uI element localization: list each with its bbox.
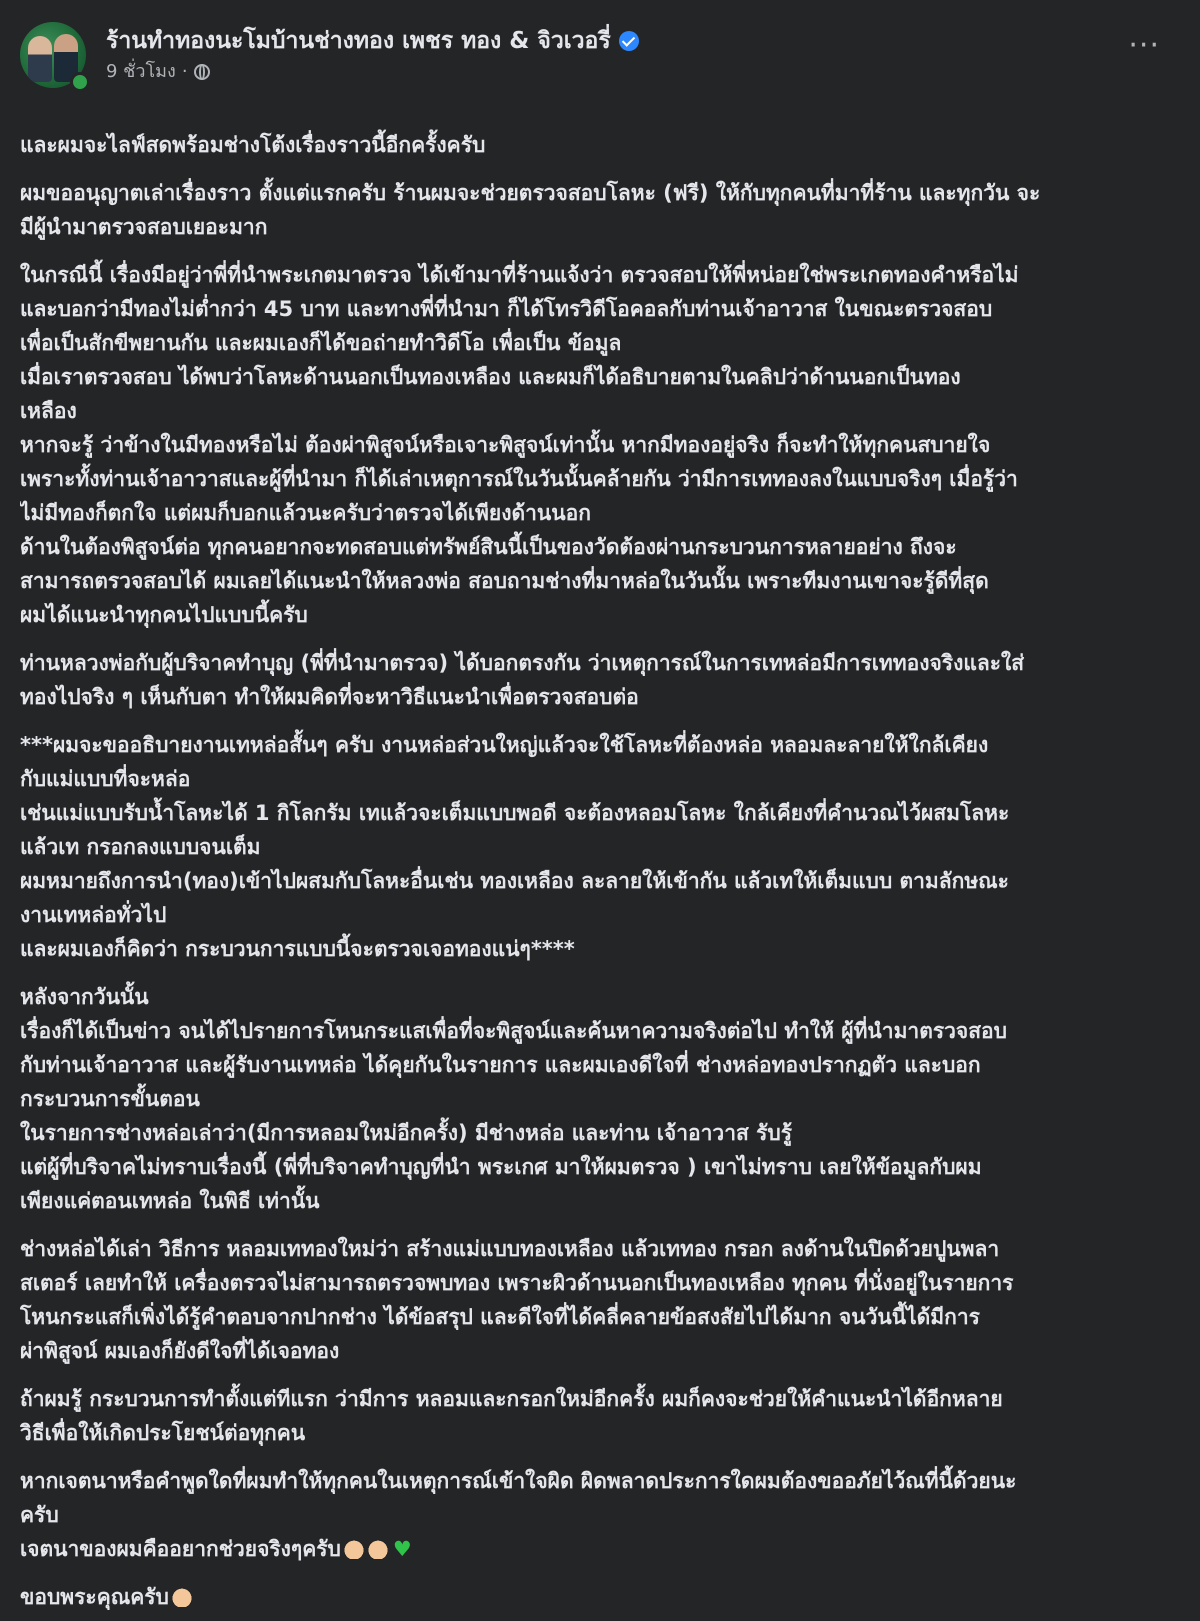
post-text-line (20, 1498, 1190, 1532)
post-text: ด้านในต้องพิสูจน์ต่อ ทุกคนอยากจะทดสอบแต่ทรัพย์สินนี้เป็นของวัดต้องผ่านกระบวนการหลายอย่าง ถึงจะ (20, 535, 957, 559)
green-heart-emoji-icon: ♥ (392, 1537, 412, 1561)
globe-icon[interactable] (194, 64, 210, 80)
verified-badge-icon (619, 31, 639, 51)
post-text: ช่างหล่อได้เล่า วิธีการ หลอมเททองใหม่ว่า สร้างแม่แบบทองเหลือง แล้วเททอง กรอก ลงด้านในปิดด้วยปูนพลา (20, 1237, 1000, 1261)
post-text-line (20, 1150, 1190, 1184)
post-text: สเตอร์ เลยทำให้ เครื่องตรวจไม่สามารถตรวจพบทอง เพราะผิวด้านนอกเป็นทองเหลือง ทุกคน ที่นั่งอยู่ในรายการ (20, 1271, 1014, 1295)
post-text: ขอบพระคุณครับ (20, 1585, 169, 1609)
post-text-line (20, 128, 1190, 162)
post-text: เจตนาของผมคืออยากช่วยจริงๆครับ (20, 1537, 341, 1561)
post-text-line (20, 428, 1190, 462)
post-text-line (20, 1464, 1190, 1498)
post-text: ***ผมจะขออธิบายงานเทหล่อสั้นๆ ครับ งานหล่อส่วนใหญ่แล้วจะใช้โลหะที่ต้องหล่อ หลอมละลายให้ใกล้เคียง (20, 733, 989, 757)
post-text-line (20, 1184, 1190, 1218)
post-text: กับแม่แบบที่จะหล่อ (20, 767, 191, 791)
post-text: หลังจากวันนั้น (20, 985, 149, 1009)
post-text-line (20, 1116, 1190, 1150)
post-text: ผมขออนุญาตเล่าเรื่องราว ตั้งแต่แรกครับ ร้านผมจะช่วยตรวจสอบโลหะ (ฟรี) ให้กับทุกคนที่มาที่ร้าน และทุกวัน จะ (20, 181, 1041, 205)
post-text-line (20, 1300, 1190, 1334)
post-text-line (20, 728, 1190, 762)
page-avatar-wrapper[interactable] (20, 22, 90, 92)
post-text: และบอกว่ามีทองไม่ต่ำกว่า 45 บาท และทางพี่ที่นำมา ก็ได้โทรวิดีโอคอลกับท่านเจ้าอาวาส ในขณะตรวจสอบ (20, 297, 993, 321)
post-text-line (20, 1232, 1190, 1266)
post-text-line (20, 1382, 1190, 1416)
post-text: เพียงแค่ตอนเทหล่อ ในพิธี เท่านั้น (20, 1189, 320, 1213)
post-text-line (20, 176, 1190, 210)
post-text: กระบวนการขั้นตอน (20, 1087, 200, 1111)
post-text-line (20, 1266, 1190, 1300)
post-body (20, 128, 1190, 1614)
post-text: งานเทหล่อทั่วไป (20, 903, 167, 927)
folded-hands-emoji-icon (171, 1585, 193, 1607)
post-text: ท่านหลวงพ่อกับผู้บริจาคทำบุญ (พี่ที่นำมาตรวจ) ได้บอกตรงกัน ว่าเหตุการณ์ในการเทหล่อมีการเททองจริงและใส่ (20, 651, 1025, 675)
post-text: ในรายการช่างหล่อเล่าว่า(มีการหลอมใหม่อีกครั้ง) มีช่างหล่อ และท่าน เจ้าอาวาส รับรู้ (20, 1121, 793, 1145)
post-text-line (20, 326, 1190, 360)
post-paragraph (20, 1580, 1190, 1614)
post-paragraph (20, 646, 1190, 714)
post-paragraph (20, 1232, 1190, 1368)
post-text: เช่นแม่แบบรับน้ำโลหะได้ 1 กิโลกรัม เทแล้วจะเต็มแบบพอดี จะต้องหลอมโลหะ ใกล้เคียงที่คำนวณไว้ผสมโลหะ (20, 801, 1010, 825)
page-name-link[interactable]: ร้านทำทองนะโมบ้านช่างทอง เพชร ทอง & จิวเวอรี่ (106, 28, 611, 54)
post-text-line (20, 210, 1190, 244)
post-text: ทองไปจริง ๆ เห็นกับตา ทำให้ผมคิดที่จะหาวิธีแนะนำเพื่อตรวจสอบต่อ (20, 685, 639, 709)
post-meta (106, 22, 639, 84)
post-paragraph (20, 1464, 1190, 1566)
post-text-line (20, 864, 1190, 898)
post-text-line (20, 830, 1190, 864)
post-text: ครับ (20, 1503, 59, 1527)
post-text: หากเจตนาหรือคำพูดใดที่ผมทำให้ทุกคนในเหตุการณ์เข้าใจผิด ผิดพลาดประการใดผมต้องขออภัยไว้ณที่นี้ด้วยนะ (20, 1469, 1017, 1493)
post-text-line (20, 1580, 1190, 1614)
post-text-line (20, 796, 1190, 830)
post-text: เพราะทั้งท่านเจ้าอาวาสและผู้ที่นำมา ก็ได้เล่าเหตุการณ์ในวันนั้นคล้ายกัน ว่ามีการเททองลงในแบบจริงๆ เมื่อรู้ว่า (20, 467, 1018, 491)
post-subinfo (106, 60, 639, 84)
post-text: หากจะรู้ ว่าข้างในมีทองหรือไม่ ต้องผ่าพิสูจน์หรือเจาะพิสูจน์เท่านั้น หากมีทองอยู่จริง ก็จะทำให้ทุกคนสบายใจ (20, 433, 991, 457)
post-text: มีผู้นำมาตรวจสอบเยอะมาก (20, 215, 268, 239)
post-text-line (20, 1048, 1190, 1082)
post-text: วิธีเพื่อให้เกิดประโยชน์ต่อทุกคน (20, 1421, 306, 1445)
post-text-line (20, 1532, 1190, 1566)
post-text: เหลือง (20, 399, 77, 423)
post-text-line (20, 980, 1190, 1014)
post-paragraph (20, 980, 1190, 1218)
post-paragraph (20, 176, 1190, 244)
post-text-line (20, 680, 1190, 714)
post-text-line (20, 898, 1190, 932)
post-text-line (20, 360, 1190, 394)
page-name-row (106, 26, 639, 56)
post-text: โหนกระแสก็เพิ่งได้รู้คำตอบจากปากช่าง ได้ข้อสรุป และดีใจที่ได้คลี่คลายข้อสงสัยไปได้มาก จนวันนี้ได้มีการ (20, 1305, 980, 1329)
post-text: เรื่องก็ได้เป็นข่าว จนได้ไปรายการโหนกระแสเพื่อที่จะพิสูจน์และค้นหาความจริงต่อไป ทำให้ ผู้ที่นำมาตรวจสอบ (20, 1019, 1007, 1043)
post-text: สามารถตรวจสอบได้ ผมเลยได้แนะนำให้หลวงพ่อ สอบถามช่างที่มาหล่อในวันนั้น เพราะทีมงานเขาจะรู้ดีที่สุด (20, 569, 989, 593)
post-text: เมื่อเราตรวจสอบ ได้พบว่าโลหะด้านนอกเป็นทองเหลือง และผมก็ได้อธิบายตามในคลิปว่าด้านนอกเป็นทอง (20, 365, 961, 389)
post-paragraph (20, 728, 1190, 966)
post-text-line (20, 762, 1190, 796)
post-text: ถ้าผมรู้ กระบวนการทำตั้งแต่ทีแรก ว่ามีการ หลอมและกรอกใหม่อีกครั้ง ผมก็คงจะช่วยให้คำแนะนำได้อีกหลาย (20, 1387, 1003, 1411)
post-text: และผมเองก็คิดว่า กระบวนการแบบนี้จะตรวจเจอทองแน่ๆ**** (20, 937, 575, 961)
post-text: ในกรณีนี้ เรื่องมีอยู่ว่าพี่ที่นำพระเกตมาตรวจ ได้เข้ามาที่ร้านแจ้งว่า ตรวจสอบให้พี่หน่อยใช่พระเกตทองคำหรือไม่ (20, 263, 1019, 287)
post-text-line (20, 394, 1190, 428)
post-timestamp[interactable]: 9 ชั่วโมง (106, 61, 176, 82)
post-text: กับท่านเจ้าอาวาส และผู้รับงานเทหล่อ ได้คุยกันในรายการ และผมเองดีใจที่ ช่างหล่อทองปรากฏตัว และบอก (20, 1053, 981, 1077)
post-text-line (20, 564, 1190, 598)
post-paragraph (20, 128, 1190, 162)
avatar-person-left (28, 36, 52, 82)
folded-hands-emoji-icon (343, 1537, 365, 1559)
post-text-line (20, 932, 1190, 966)
post-text: เพื่อเป็นสักขีพยานกัน และผมเองก็ได้ขอถ่ายทำวิดีโอ เพื่อเป็น ข้อมูล (20, 331, 622, 355)
separator-dot: · (181, 61, 188, 82)
post-text-line (20, 646, 1190, 680)
online-status-indicator (70, 72, 90, 92)
post-text-line (20, 1416, 1190, 1450)
post-text-line (20, 598, 1190, 632)
post-text-line (20, 496, 1190, 530)
post-text: ผ่าพิสูจน์ ผมเองก็ยังดีใจที่ได้เจอทอง (20, 1339, 340, 1363)
post-paragraph (20, 1382, 1190, 1450)
post-text: ผมหมายถึงการนำ(ทอง)เข้าไปผสมกับโลหะอื่นเช่น ทองเหลือง ละลายให้เข้ากัน แล้วเทให้เต็มแบบ ตามลักษณะ (20, 869, 1009, 893)
post-text: และผมจะไลฟ์สดพร้อมช่างโต้งเรื่องราวนี้อีกครั้งครับ (20, 133, 486, 157)
post-text-line (20, 530, 1190, 564)
post-text: ไม่มีทองก็ตกใจ แต่ผมก็บอกแล้วนะครับว่าตรวจได้เพียงด้านนอก (20, 501, 591, 525)
post-text: แต่ผู้ที่บริจาคไม่ทราบเรื่องนี้ (พี่ที่บริจาคทำบุญที่นำ พระเกศ มาให้ผมตรวจ ) เขาไม่ทราบ เลยให้ข้อมูลกับผม (20, 1155, 982, 1179)
post-paragraph (20, 258, 1190, 632)
post-text-line (20, 1334, 1190, 1368)
post-header (20, 22, 1180, 100)
folded-hands-emoji-icon (367, 1537, 389, 1559)
post-text-line (20, 258, 1190, 292)
post-text-line (20, 1014, 1190, 1048)
post-text: แล้วเท กรอกลงแบบจนเต็ม (20, 835, 261, 859)
post-text-line (20, 292, 1190, 326)
post-text-line (20, 462, 1190, 496)
post-text-line (20, 1082, 1190, 1116)
more-options-icon[interactable]: ··· (1128, 28, 1160, 63)
post-text: ผมได้แนะนำทุกคนไปแบบนี้ครับ (20, 603, 308, 627)
